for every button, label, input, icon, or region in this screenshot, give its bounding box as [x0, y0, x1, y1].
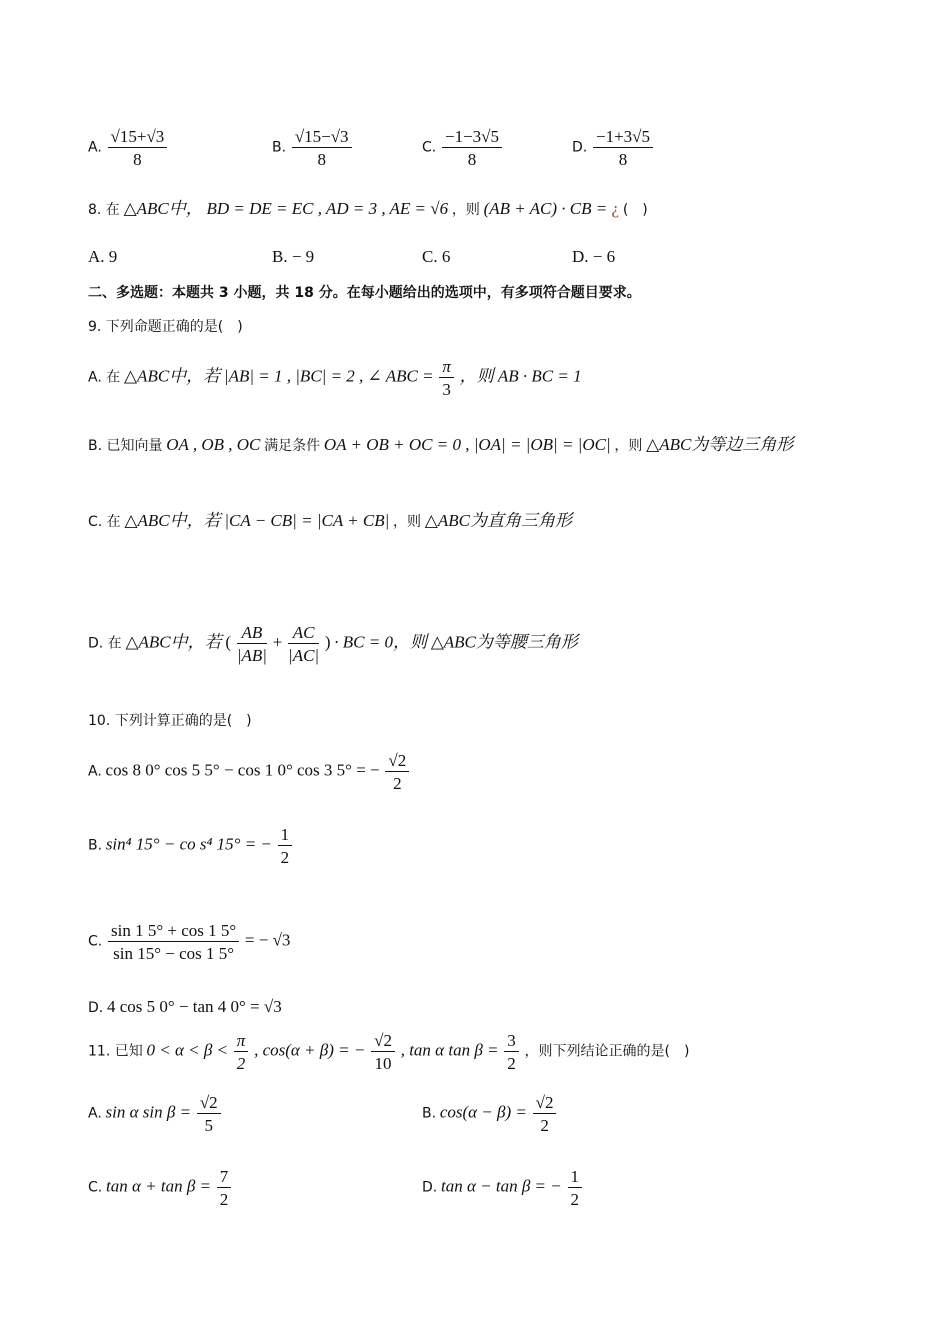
fraction: $\frac{-1+3√5}{8}$: [593, 128, 653, 168]
fraction: $\frac{√2}{2}$: [533, 1094, 557, 1134]
q8-stem: [88, 200, 648, 218]
condition: |CA − CB| = |CA + CB|: [224, 511, 390, 530]
option-label: B. 已知向量: [88, 438, 163, 454]
option-label: C.: [422, 139, 437, 156]
close-paren: ): [324, 632, 331, 652]
fraction: $\frac{-1-3√5}{8}$: [442, 128, 502, 168]
fraction: $\frac{√15-√3}{8}$: [292, 128, 352, 168]
q9-option-c[interactable]: [88, 512, 572, 530]
condition: |AB| = 1 , |BC| = 2 , ∠ ABC =: [223, 366, 434, 386]
conclusion: ，则 AB · BC = 1: [459, 366, 582, 386]
condition: 0 < α < β <: [146, 1040, 229, 1060]
q9-option-a[interactable]: [88, 358, 582, 398]
q9-stem: 9. 下列命题正确的是( ): [88, 319, 243, 335]
section-heading: 二、多选题：本题共 3 小题，共 18 分。在每小题给出的选项中，有多项符合题目要求。: [88, 285, 641, 301]
expression: sin α sin β =: [105, 1102, 192, 1122]
fraction: $\frac{3}{2}$: [504, 1032, 519, 1072]
condition: , tan α tan β =: [400, 1040, 499, 1060]
q8-option-a[interactable]: A. 9: [88, 247, 118, 266]
q10-option-d[interactable]: [88, 998, 282, 1016]
text: 满足条件: [264, 438, 321, 454]
expression: tan α − tan β = −: [440, 1176, 562, 1196]
q8-number: 8. 在: [88, 202, 120, 218]
q11-option-b[interactable]: [422, 1094, 558, 1134]
q11-number: 11. 已知: [88, 1043, 143, 1060]
q7-option-a[interactable]: [88, 128, 169, 168]
expression: 4 cos 5 0° − tan 4 0° = √3: [106, 997, 282, 1016]
expression: cos(α − β) =: [439, 1102, 527, 1122]
q11-option-c[interactable]: [88, 1168, 233, 1208]
q8-option-d[interactable]: D. − 6: [572, 247, 616, 266]
fraction: $\frac{√2}{10}$: [371, 1032, 395, 1072]
text: ，则: [614, 438, 643, 454]
open-paren: (: [225, 632, 232, 652]
q8-expression: (AB + AC) · CB =: [483, 199, 612, 218]
q10-stem: 10. 下列计算正确的是( ): [88, 713, 252, 729]
q7-option-b[interactable]: [272, 128, 354, 168]
expression: cos 8 0° cos 5 5° − cos 1 0° cos 3 5° = −: [105, 760, 380, 780]
q9-option-d[interactable]: [88, 624, 578, 664]
option-label: A.: [88, 763, 102, 780]
fraction: $\frac{√2}{2}$: [385, 752, 409, 792]
q11-option-d[interactable]: [422, 1168, 584, 1208]
option-label: C. 在: [88, 514, 121, 530]
answer-blank: ( ): [622, 202, 648, 218]
triangle-label: △ABC中，若: [123, 366, 221, 386]
fraction: $\frac{\sin 1 5^\circ + \cos 1 5^\circ}{\sin 15^\circ - \cos 1 5^\circ}$: [108, 922, 239, 962]
option-label: A.: [88, 139, 102, 156]
fraction: $\frac{1}{2}$: [278, 826, 293, 866]
text: ，则: [393, 514, 422, 530]
triangle-label: △ABC中，: [123, 199, 203, 218]
fraction: $\frac{\pi}{2}$: [234, 1032, 249, 1072]
option-label: D. 在: [88, 635, 122, 652]
expression: tan α + tan β =: [105, 1176, 212, 1196]
fraction: $\frac{AB}{|AB|}$: [236, 623, 267, 665]
q8-option-b[interactable]: B. − 9: [272, 247, 315, 266]
q8-option-c[interactable]: C. 6: [422, 247, 451, 266]
vectors: OA , OB , OC: [166, 435, 261, 454]
fraction: $\frac{√2}{5}$: [197, 1094, 221, 1134]
option-label: B.: [422, 1105, 437, 1122]
q10-option-a[interactable]: [88, 752, 411, 792]
option-label: B.: [88, 837, 103, 854]
q8-then: ，则: [451, 202, 480, 218]
fraction: $\frac{AC}{|AC|}$: [288, 623, 320, 665]
conclusion: △ABC为等边三角形: [646, 435, 794, 454]
q7-option-c[interactable]: [422, 128, 504, 168]
option-label: D.: [422, 1179, 438, 1196]
text: ，则下列结论正确的是( ): [524, 1043, 690, 1060]
fraction: $\frac{1}{2}$: [568, 1168, 583, 1208]
triangle-label: △ABC中，若: [124, 511, 221, 530]
option-label: D.: [572, 139, 588, 156]
q7-option-d[interactable]: [572, 128, 655, 168]
q11-stem: [88, 1032, 689, 1072]
condition: · BC = 0，则: [334, 632, 427, 652]
option-label: D.: [88, 1000, 104, 1016]
option-label: C.: [88, 1179, 103, 1196]
option-label: A.: [88, 1105, 102, 1122]
option-label: A. 在: [88, 369, 121, 386]
triangle-label: △ABC中，若: [125, 632, 222, 652]
fraction: $\frac{7}{2}$: [217, 1168, 232, 1208]
condition: OA + OB + OC = 0 , |OA| = |OB| = |OC|: [323, 435, 611, 454]
plus: +: [272, 632, 283, 652]
q8-condition: BD = DE = EC , AD = 3 , AE = √6: [206, 199, 449, 218]
option-label: B.: [272, 139, 287, 156]
q9-option-b[interactable]: [88, 436, 793, 454]
expression: sin⁴ 15° − co s⁴ 15° = −: [105, 834, 272, 854]
conclusion: △ABC为等腰三角形: [430, 632, 578, 652]
q8-broken-glyph: ¿: [611, 199, 620, 218]
option-label: C.: [88, 933, 103, 950]
q10-option-c[interactable]: [88, 922, 290, 962]
expression: = − √3: [244, 930, 291, 950]
q11-option-a[interactable]: [88, 1094, 223, 1134]
condition: , cos(α + β) = −: [254, 1040, 366, 1060]
conclusion: △ABC为直角三角形: [424, 511, 572, 530]
fraction: $\frac{\pi}{3}$: [439, 358, 454, 398]
fraction: $\frac{√15+√3}{8}$: [108, 128, 168, 168]
q10-option-b[interactable]: [88, 826, 294, 866]
